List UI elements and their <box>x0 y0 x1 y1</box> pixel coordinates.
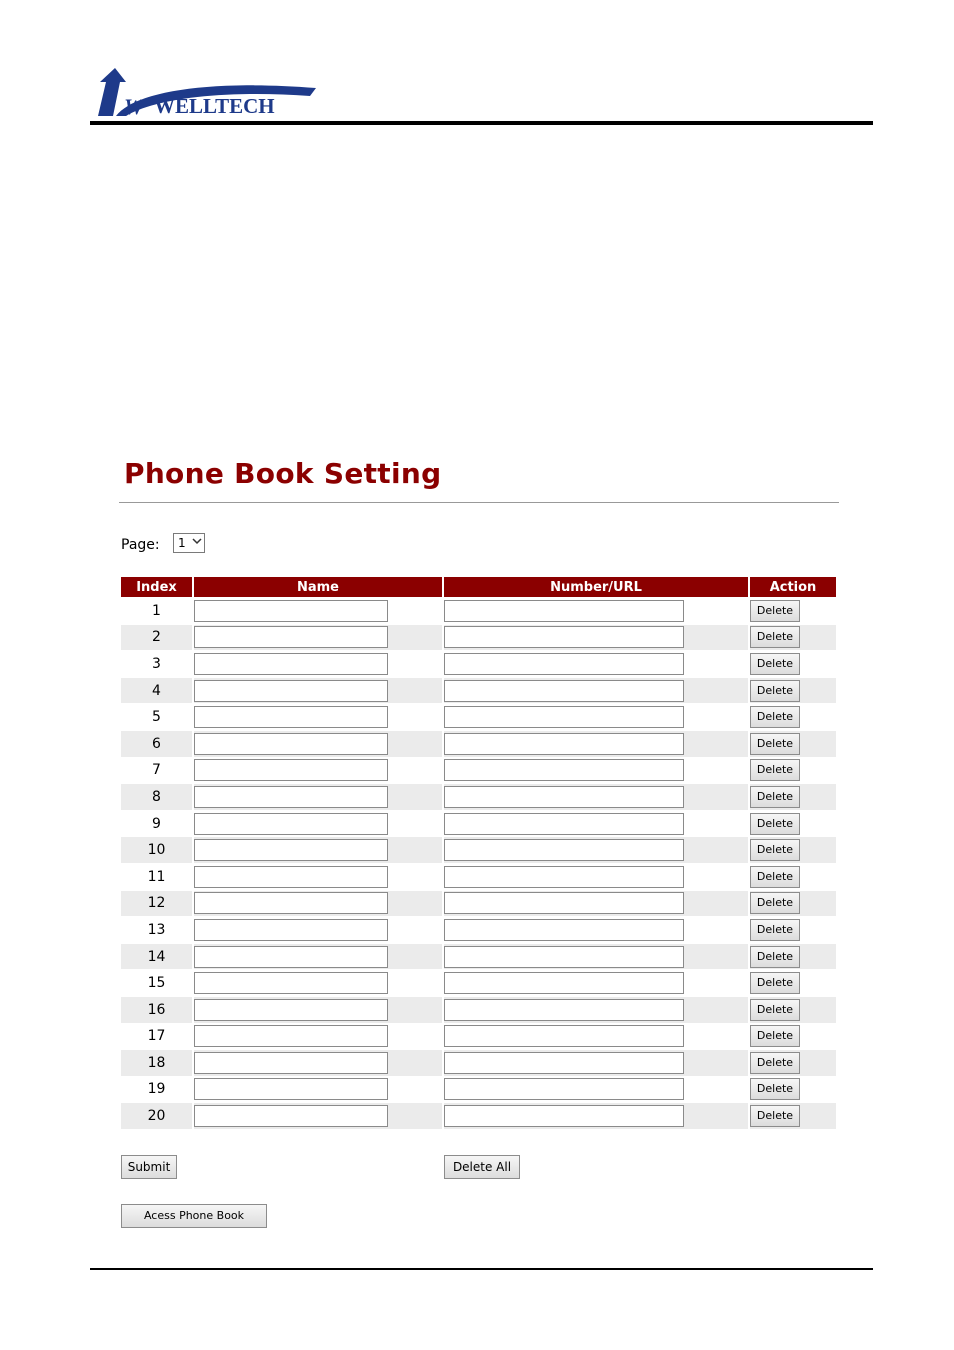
row-action-cell <box>750 944 836 970</box>
chevron-down-icon <box>192 536 202 546</box>
row-action-cell <box>750 758 836 784</box>
row-number-cell <box>444 704 748 730</box>
delete-row-button[interactable]: Delete <box>750 786 800 808</box>
number-url-input[interactable] <box>444 600 684 622</box>
header-number: Number/URL <box>444 577 748 597</box>
row-name-cell <box>194 758 442 784</box>
number-url-input[interactable] <box>444 892 684 914</box>
row-name-cell <box>194 625 442 651</box>
table-row <box>121 704 836 730</box>
row-number-cell <box>444 891 748 917</box>
row-name-cell <box>194 1077 442 1103</box>
table-row <box>121 891 836 917</box>
table-row <box>121 1077 836 1103</box>
number-url-input[interactable] <box>444 839 684 861</box>
row-action-cell <box>750 598 836 624</box>
row-action-cell <box>750 997 836 1023</box>
row-action-cell <box>750 864 836 890</box>
row-number-cell <box>444 864 748 890</box>
row-action-cell <box>750 1103 836 1129</box>
access-phone-book-button[interactable]: Acess Phone Book <box>121 1204 267 1228</box>
row-name-cell <box>194 811 442 837</box>
row-index: 1 <box>152 602 161 619</box>
row-index: 6 <box>121 731 192 757</box>
row-name-cell <box>194 704 442 730</box>
delete-row-button[interactable]: Delete <box>750 813 800 835</box>
row-index: 8 <box>121 784 192 810</box>
row-name-cell <box>194 970 442 996</box>
row-action-cell <box>750 731 836 757</box>
name-input[interactable] <box>194 813 388 835</box>
name-input[interactable] <box>194 866 388 888</box>
row-number-cell <box>444 917 748 943</box>
delete-row-button[interactable]: Delete <box>750 1025 800 1047</box>
number-url-input[interactable] <box>444 1052 684 1074</box>
row-number-cell <box>444 1103 748 1129</box>
row-action-cell <box>750 625 836 651</box>
row-index: 11 <box>147 868 166 885</box>
delete-row-button[interactable]: Delete <box>750 946 800 968</box>
table-row <box>121 837 836 863</box>
delete-row-button[interactable]: Delete <box>750 999 800 1021</box>
page-select-value: 1 <box>178 536 186 550</box>
phone-book-table <box>119 576 838 1130</box>
row-action-cell <box>750 1077 836 1103</box>
page-label: Page: <box>121 537 160 553</box>
row-index: 20 <box>121 1103 192 1129</box>
footer-rule <box>90 1268 873 1270</box>
table-row <box>121 811 836 837</box>
row-action-cell <box>750 651 836 677</box>
row-action-cell <box>750 891 836 917</box>
number-url-input[interactable] <box>444 866 684 888</box>
number-url-input[interactable] <box>444 759 684 781</box>
row-index: 17 <box>147 1028 166 1045</box>
number-url-input[interactable] <box>444 813 684 835</box>
name-input[interactable] <box>194 706 388 728</box>
delete-row-button[interactable]: Delete <box>750 892 800 914</box>
row-number-cell <box>444 1077 748 1103</box>
delete-row-button[interactable]: Delete <box>750 1078 800 1100</box>
row-number-cell <box>444 758 748 784</box>
header-rule <box>90 121 873 125</box>
table-row <box>121 1050 836 1076</box>
number-url-input[interactable] <box>444 653 684 675</box>
row-name-cell <box>194 1024 442 1050</box>
delete-row-button[interactable]: Delete <box>750 653 800 675</box>
table-row <box>121 864 836 890</box>
table-row <box>121 784 836 810</box>
delete-row-button[interactable]: Delete <box>750 600 800 622</box>
table-row <box>121 731 836 757</box>
row-index: 7 <box>152 762 161 779</box>
row-number-cell <box>444 811 748 837</box>
row-name-cell <box>194 891 442 917</box>
name-input[interactable] <box>194 919 388 941</box>
number-url-input[interactable] <box>444 706 684 728</box>
row-number-cell <box>444 731 748 757</box>
row-name-cell <box>194 864 442 890</box>
row-name-cell <box>194 1050 442 1076</box>
row-index: 18 <box>121 1050 192 1076</box>
row-name-cell <box>194 678 442 704</box>
row-number-cell <box>444 651 748 677</box>
delete-row-button[interactable]: Delete <box>750 1105 800 1127</box>
phone-book-rows <box>121 598 836 1129</box>
number-url-input[interactable] <box>444 999 684 1021</box>
row-action-cell <box>750 1024 836 1050</box>
name-input[interactable] <box>194 892 388 914</box>
table-row <box>121 1103 836 1129</box>
row-number-cell <box>444 625 748 651</box>
number-url-input[interactable] <box>444 946 684 968</box>
row-index: 3 <box>152 655 161 672</box>
row-index: 16 <box>121 997 192 1023</box>
row-index: 10 <box>121 837 192 863</box>
row-number-cell <box>444 944 748 970</box>
number-url-input[interactable] <box>444 786 684 808</box>
row-index: 19 <box>147 1081 166 1098</box>
row-name-cell <box>194 944 442 970</box>
row-action-cell <box>750 704 836 730</box>
number-url-input[interactable] <box>444 733 684 755</box>
row-name-cell <box>194 598 442 624</box>
row-number-cell <box>444 997 748 1023</box>
row-index: 15 <box>147 975 166 992</box>
table-header-row <box>121 577 836 597</box>
name-input[interactable] <box>194 1025 388 1047</box>
row-action-cell <box>750 1050 836 1076</box>
name-input[interactable] <box>194 653 388 675</box>
delete-row-button[interactable]: Delete <box>750 759 800 781</box>
row-index: 14 <box>121 944 192 970</box>
delete-row-button[interactable]: Delete <box>750 706 800 728</box>
row-action-cell <box>750 970 836 996</box>
name-input[interactable] <box>194 946 388 968</box>
row-name-cell <box>194 997 442 1023</box>
table-row <box>121 678 836 704</box>
table-row <box>121 944 836 970</box>
row-name-cell <box>194 837 442 863</box>
table-row <box>121 625 836 651</box>
table-row <box>121 1024 836 1050</box>
name-input[interactable] <box>194 972 388 994</box>
row-name-cell <box>194 1103 442 1129</box>
name-input[interactable] <box>194 680 388 702</box>
row-action-cell <box>750 811 836 837</box>
delete-row-button[interactable]: Delete <box>750 866 800 888</box>
header-action: Action <box>750 577 836 597</box>
logo-wordmark: WELLTECH <box>154 94 275 118</box>
delete-row-button[interactable]: Delete <box>750 919 800 941</box>
delete-all-button[interactable]: Delete All <box>444 1155 520 1179</box>
name-input[interactable] <box>194 626 388 648</box>
delete-row-button[interactable]: Delete <box>750 839 800 861</box>
row-number-cell <box>444 837 748 863</box>
table-row <box>121 970 836 996</box>
table-row <box>121 598 836 624</box>
name-input[interactable] <box>194 999 388 1021</box>
row-action-cell <box>750 784 836 810</box>
row-name-cell <box>194 651 442 677</box>
name-input[interactable] <box>194 600 388 622</box>
row-action-cell <box>750 678 836 704</box>
number-url-input[interactable] <box>444 680 684 702</box>
row-index: 5 <box>152 709 161 726</box>
page-title: Phone Book Setting <box>124 457 442 490</box>
row-index: 2 <box>121 625 192 651</box>
number-url-input[interactable] <box>444 972 684 994</box>
name-input[interactable] <box>194 759 388 781</box>
delete-row-button[interactable]: Delete <box>750 1052 800 1074</box>
title-divider <box>119 502 839 503</box>
row-number-cell <box>444 1050 748 1076</box>
name-input[interactable] <box>194 1078 388 1100</box>
header-name: Name <box>194 577 442 597</box>
row-name-cell <box>194 917 442 943</box>
row-number-cell <box>444 784 748 810</box>
number-url-input[interactable] <box>444 1078 684 1100</box>
delete-row-button[interactable]: Delete <box>750 972 800 994</box>
table-row <box>121 917 836 943</box>
row-number-cell <box>444 970 748 996</box>
number-url-input[interactable] <box>444 1025 684 1047</box>
row-action-cell <box>750 837 836 863</box>
table-row <box>121 651 836 677</box>
row-number-cell <box>444 1024 748 1050</box>
row-index: 12 <box>121 891 192 917</box>
name-input[interactable] <box>194 733 388 755</box>
row-index: 13 <box>147 921 166 938</box>
delete-row-button[interactable]: Delete <box>750 733 800 755</box>
name-input[interactable] <box>194 839 388 861</box>
name-input[interactable] <box>194 1105 388 1127</box>
delete-row-button[interactable]: Delete <box>750 626 800 648</box>
row-action-cell <box>750 917 836 943</box>
header-index: Index <box>121 577 192 597</box>
table-row <box>121 758 836 784</box>
delete-row-button[interactable]: Delete <box>750 680 800 702</box>
row-name-cell <box>194 784 442 810</box>
number-url-input[interactable] <box>444 626 684 648</box>
name-input[interactable] <box>194 1052 388 1074</box>
submit-button[interactable]: Submit <box>121 1155 177 1179</box>
number-url-input[interactable] <box>444 919 684 941</box>
row-index: 4 <box>121 678 192 704</box>
row-number-cell <box>444 678 748 704</box>
name-input[interactable] <box>194 786 388 808</box>
row-number-cell <box>444 598 748 624</box>
row-index: 9 <box>152 815 161 832</box>
page-select[interactable] <box>173 533 205 553</box>
row-name-cell <box>194 731 442 757</box>
number-url-input[interactable] <box>444 1105 684 1127</box>
welltech-logo <box>96 68 318 122</box>
svg-text:W: W <box>124 94 144 119</box>
table-row <box>121 997 836 1023</box>
